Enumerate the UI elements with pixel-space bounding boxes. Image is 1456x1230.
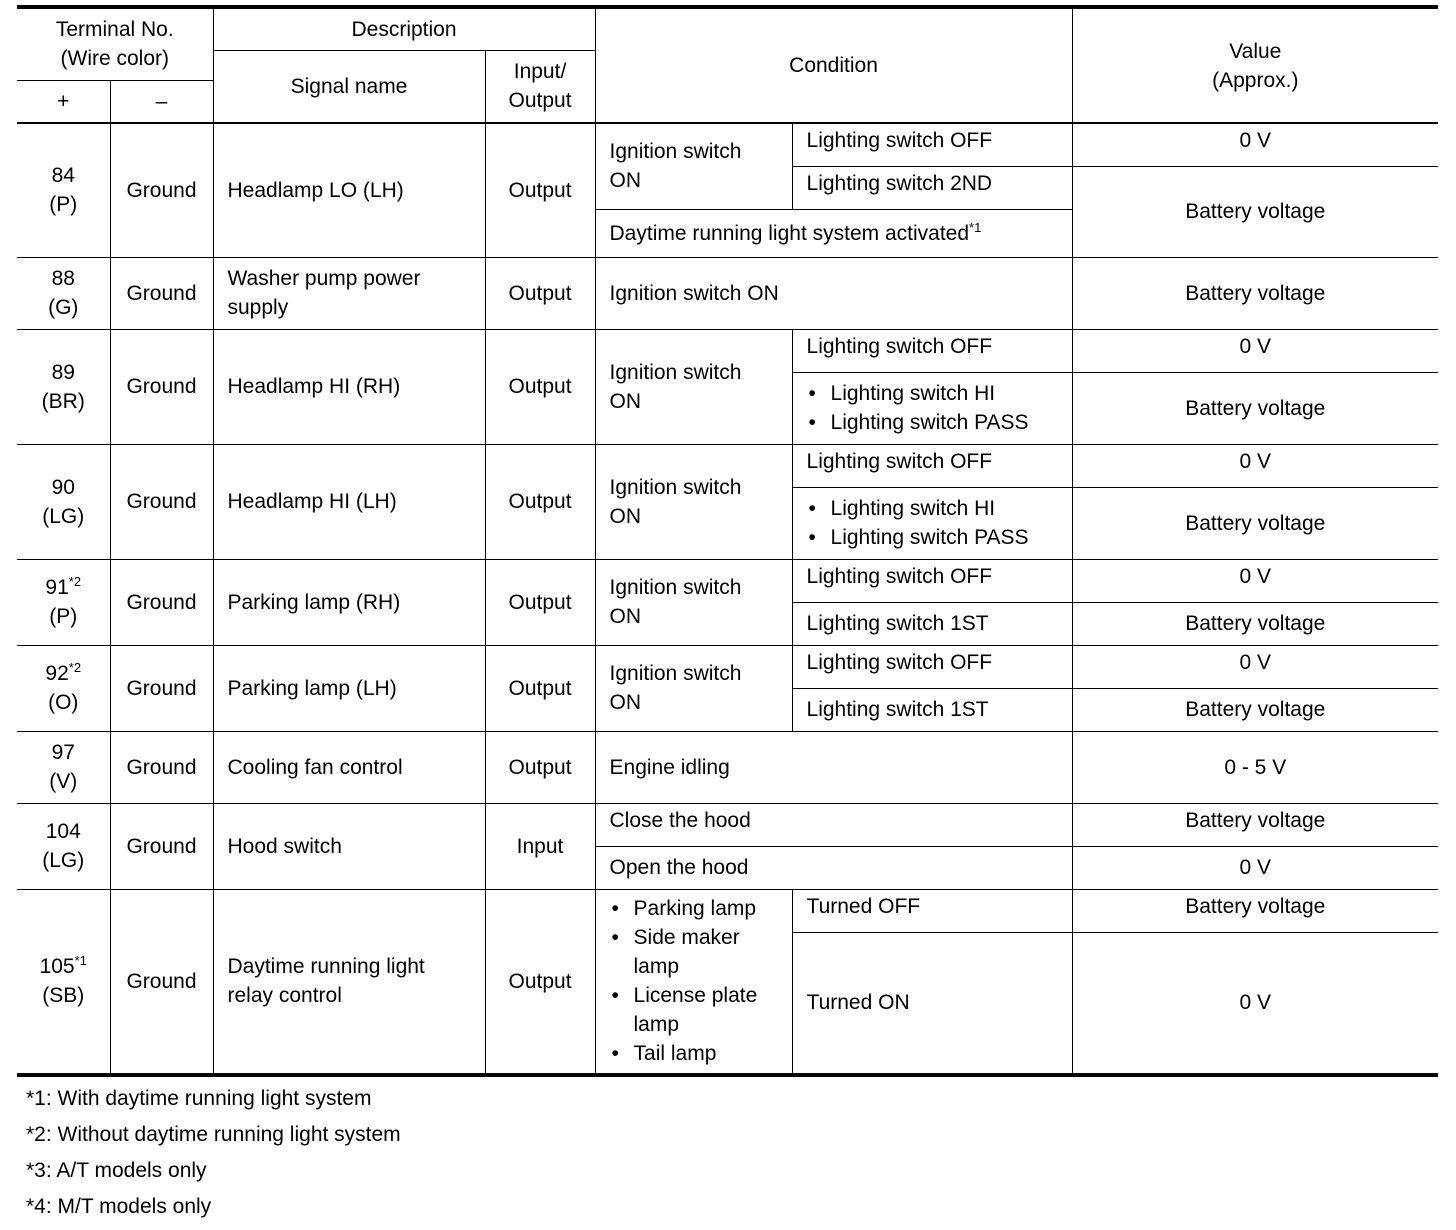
terminal-number: 91 xyxy=(45,576,69,599)
bullet-list xyxy=(610,894,778,1068)
value-label: Value xyxy=(1229,39,1282,63)
document xyxy=(17,5,1438,1225)
signal-name-cell: Daytime running light relay control xyxy=(213,889,485,1075)
value-cell: Battery voltage xyxy=(1072,803,1438,846)
wire-color: (O) xyxy=(48,691,79,714)
condition-text: Daytime running light system activated xyxy=(609,221,970,245)
condition-header: Condition xyxy=(595,7,1072,123)
sub-condition-cell xyxy=(792,487,1072,559)
value-cell: 0 V xyxy=(1072,123,1438,166)
terminal-no-label: Terminal No. xyxy=(55,18,174,42)
ground-cell: Ground xyxy=(110,559,213,645)
wire-color: (G) xyxy=(48,296,79,319)
io-header xyxy=(485,50,595,123)
table-row xyxy=(17,731,1438,803)
input-label: Input/ xyxy=(513,60,567,84)
table-row xyxy=(17,123,1438,166)
wire-color: (V) xyxy=(49,770,78,793)
sub-condition-cell: Lighting switch OFF xyxy=(792,123,1072,166)
terminal-number: 84 xyxy=(51,164,75,188)
signal-name-cell: Headlamp HI (RH) xyxy=(213,329,485,444)
list-item: • Side maker lamp xyxy=(610,923,778,981)
description-header: Description xyxy=(213,7,595,50)
sub-condition-cell: Turned OFF xyxy=(792,889,1072,932)
terminal-cell xyxy=(17,803,110,889)
terminal-number: 104 xyxy=(45,820,81,843)
sub-condition-cell: Lighting switch OFF xyxy=(792,444,1072,487)
ground-cell: Ground xyxy=(110,257,213,329)
output-label: Output xyxy=(508,89,572,113)
footnotes xyxy=(17,1081,1438,1225)
terminal-number: 88 xyxy=(51,267,75,290)
terminal-cell xyxy=(17,444,110,559)
condition-cell: Open the hood xyxy=(595,846,1072,889)
list-item: • Parking lamp xyxy=(610,894,778,923)
value-cell: 0 V xyxy=(1072,444,1438,487)
wire-color: (SB) xyxy=(42,984,85,1008)
ground-cell: Ground xyxy=(110,731,213,803)
signal-name-cell: Washer pump power supply xyxy=(213,257,485,329)
footnote: *1: With daytime running light system xyxy=(26,1087,372,1110)
wire-color: (LG) xyxy=(42,504,85,528)
bullet-list xyxy=(807,494,1058,552)
signal-name-header: Signal name xyxy=(213,50,485,123)
footnote: *4: M/T models only xyxy=(26,1195,212,1218)
terminal-number: 92 xyxy=(45,662,69,685)
footnote: *2: Without daytime running light system xyxy=(26,1123,401,1146)
table-row xyxy=(17,803,1438,846)
value-cell: 0 - 5 V xyxy=(1072,731,1438,803)
condition-cell: Engine idling xyxy=(595,731,1072,803)
io-cell: Output xyxy=(485,889,595,1075)
footnote: *3: A/T models only xyxy=(26,1159,207,1182)
value-cell: 0 V xyxy=(1072,329,1438,372)
bullet-list xyxy=(807,379,1058,437)
value-cell: 0 V xyxy=(1072,559,1438,602)
value-cell: Battery voltage xyxy=(1072,688,1438,731)
wire-color: (LG) xyxy=(42,849,85,872)
table-row xyxy=(17,645,1438,688)
value-cell: 0 V xyxy=(1072,645,1438,688)
io-cell: Output xyxy=(485,257,595,329)
condition-cell: Close the hood xyxy=(595,803,1072,846)
ground-cell: Ground xyxy=(110,329,213,444)
list-item: • Lighting switch PASS xyxy=(807,408,1058,437)
terminal-cell xyxy=(17,123,110,257)
footnote-ref: *1 xyxy=(74,953,87,969)
value-header xyxy=(1072,7,1438,123)
wire-color: (P) xyxy=(49,193,78,217)
signal-name-cell: Headlamp LO (LH) xyxy=(213,123,485,257)
io-cell: Output xyxy=(485,123,595,257)
footnote-ref: *1 xyxy=(969,219,982,235)
minus-header: – xyxy=(110,80,213,123)
condition-main-cell: Ignition switch ON xyxy=(595,329,792,444)
value-cell: Battery voltage xyxy=(1072,889,1438,932)
terminal-no-header xyxy=(17,7,213,80)
ground-cell: Ground xyxy=(110,889,213,1075)
terminal-number: 105 xyxy=(39,955,75,979)
sub-condition-cell: Turned ON xyxy=(792,932,1072,1075)
terminal-number: 97 xyxy=(51,741,75,764)
sub-condition-cell: Lighting switch 1ST xyxy=(792,688,1072,731)
io-cell: Input xyxy=(485,803,595,889)
header-row-1 xyxy=(17,7,1438,50)
sub-condition-cell: Lighting switch OFF xyxy=(792,329,1072,372)
condition-main-cell: Ignition switch ON xyxy=(595,645,792,731)
sub-condition-cell: Lighting switch 1ST xyxy=(792,602,1072,645)
list-item: • Tail lamp xyxy=(610,1039,778,1068)
list-item: • Lighting switch PASS xyxy=(807,523,1058,552)
terminal-cell xyxy=(17,329,110,444)
table-row xyxy=(17,559,1438,602)
condition-main-cell xyxy=(595,889,792,1075)
signal-name-cell: Headlamp HI (LH) xyxy=(213,444,485,559)
signal-name-cell: Parking lamp (LH) xyxy=(213,645,485,731)
signal-name-cell: Cooling fan control xyxy=(213,731,485,803)
value-approx-label: (Approx.) xyxy=(1212,68,1299,92)
terminal-table xyxy=(17,5,1438,1077)
terminal-number: 89 xyxy=(51,360,75,384)
terminal-number: 90 xyxy=(51,475,75,499)
footnote-ref: *2 xyxy=(68,574,82,589)
table-row xyxy=(17,444,1438,487)
wire-color: (P) xyxy=(49,605,78,628)
value-cell: Battery voltage xyxy=(1072,257,1438,329)
terminal-cell xyxy=(17,559,110,645)
condition-main-cell: Ignition switch ON xyxy=(595,123,792,209)
sub-condition-cell: Lighting switch OFF xyxy=(792,559,1072,602)
io-cell: Output xyxy=(485,329,595,444)
value-cell: Battery voltage xyxy=(1072,372,1438,444)
value-cell: Battery voltage xyxy=(1072,166,1438,257)
list-item: • License plate lamp xyxy=(610,981,778,1039)
terminal-cell xyxy=(17,257,110,329)
ground-cell: Ground xyxy=(110,803,213,889)
terminal-cell xyxy=(17,645,110,731)
signal-name-cell: Parking lamp (RH) xyxy=(213,559,485,645)
wire-color: (BR) xyxy=(41,389,85,413)
io-cell: Output xyxy=(485,731,595,803)
value-cell: 0 V xyxy=(1072,846,1438,889)
sub-condition-cell xyxy=(792,372,1072,444)
table-row xyxy=(17,889,1438,932)
terminal-cell xyxy=(17,731,110,803)
ground-cell: Ground xyxy=(110,645,213,731)
condition-cell: Ignition switch ON xyxy=(595,257,1072,329)
condition-cell xyxy=(595,209,1072,257)
value-cell: Battery voltage xyxy=(1072,602,1438,645)
sub-condition-cell: Lighting switch 2ND xyxy=(792,166,1072,209)
io-cell: Output xyxy=(485,444,595,559)
ground-cell: Ground xyxy=(110,123,213,257)
list-item: • Lighting switch HI xyxy=(807,379,1058,408)
value-cell: Battery voltage xyxy=(1072,487,1438,559)
table-row xyxy=(17,329,1438,372)
plus-header: + xyxy=(57,89,70,113)
value-cell: 0 V xyxy=(1072,932,1438,1075)
signal-name-cell: Hood switch xyxy=(213,803,485,889)
list-item: • Lighting switch HI xyxy=(807,494,1058,523)
terminal-cell xyxy=(17,889,110,1075)
wire-color-label: (Wire color) xyxy=(60,47,169,71)
condition-main-cell: Ignition switch ON xyxy=(595,444,792,559)
footnote-ref: *2 xyxy=(68,660,82,675)
io-cell: Output xyxy=(485,645,595,731)
table-row xyxy=(17,257,1438,329)
sub-condition-cell: Lighting switch OFF xyxy=(792,645,1072,688)
io-cell: Output xyxy=(485,559,595,645)
condition-main-cell: Ignition switch ON xyxy=(595,559,792,645)
ground-cell: Ground xyxy=(110,444,213,559)
